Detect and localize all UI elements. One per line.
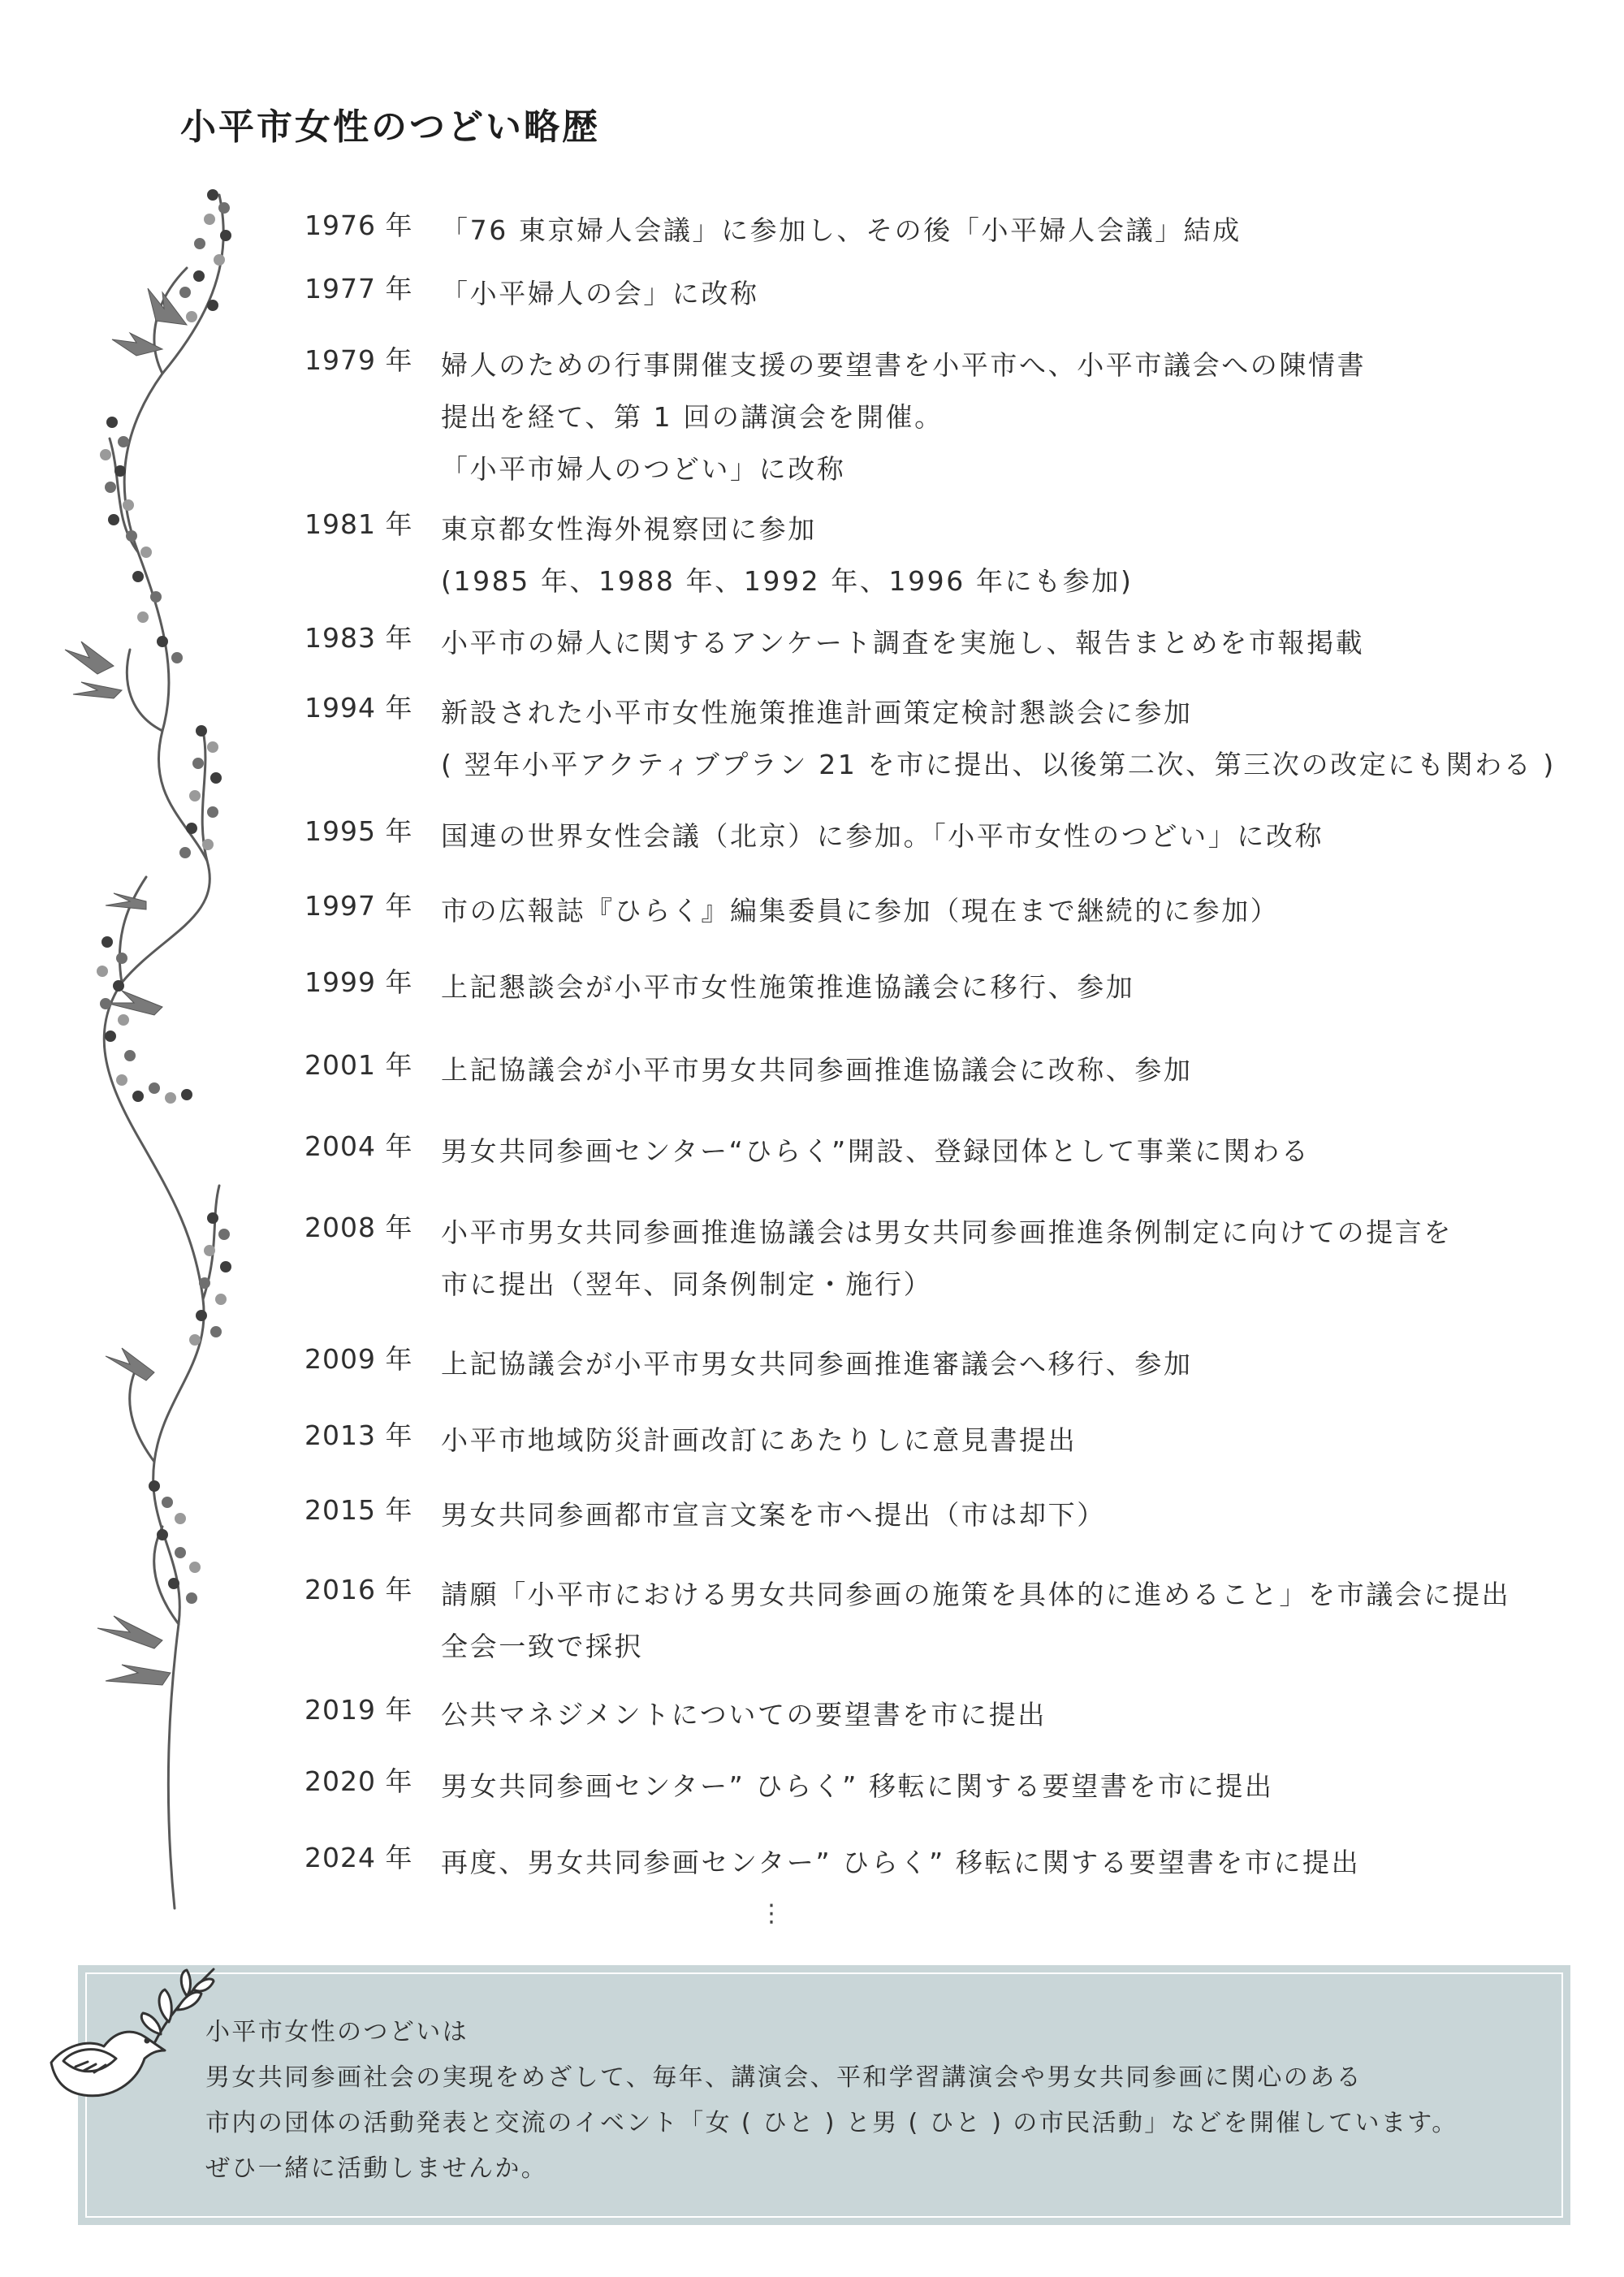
entry-year: 1994 年	[304, 692, 413, 724]
entry-year: 1981 年	[304, 508, 413, 540]
entry-text: 「小平婦人の会」に改称	[441, 278, 759, 309]
entry-text: 小平市地域防災計画改訂にあたりしに意見書提出	[441, 1424, 1078, 1456]
entry-year: 2016 年	[304, 1574, 413, 1605]
info-text-line: 男女共同参画社会の実現をめざして、毎年、講演会、平和学習講演会や男女共同参画に関心のある	[205, 2063, 1363, 2092]
entry-text: 市に提出（翌年、同条例制定・施行）	[441, 1268, 933, 1300]
entry-text: 「小平市婦人のつどい」に改称	[441, 453, 846, 485]
entry-text: 国連の世界女性会議（北京）に参加。「小平市女性のつどい」に改称	[441, 820, 1324, 852]
entry-text: 「76 東京婦人会議」に参加し、その後「小平婦人会議」結成	[441, 214, 1242, 246]
entry-text: 小平市の婦人に関するアンケート調査を実施し、報告まとめを市報掲載	[441, 627, 1365, 659]
entry-year: 1976 年	[304, 210, 413, 241]
entry-text: 男女共同参画センター” ひらく” 移転に関する要望書を市に提出	[441, 1770, 1274, 1802]
entry-text: 提出を経て、第 1 回の講演会を開催。	[441, 401, 944, 433]
page-title: 小平市女性のつどい略歴	[180, 106, 600, 148]
entry-year: 1979 年	[304, 344, 413, 376]
entry-year: 1995 年	[304, 815, 413, 847]
entry-year: 2004 年	[304, 1130, 413, 1162]
entry-text: 男女共同参画都市宣言文案を市へ提出（市は却下）	[441, 1499, 1106, 1531]
entry-year: 1983 年	[304, 622, 413, 654]
entry-year: 2015 年	[304, 1494, 413, 1526]
info-box	[78, 1965, 1570, 2225]
entry-text: 小平市男女共同参画推進協議会は男女共同参画推進条例制定に向けての提言を	[441, 1216, 1453, 1248]
entry-text: 上記協議会が小平市男女共同参画推進協議会に改称、参加	[441, 1054, 1193, 1086]
mimosa-vine-illustration	[0, 0, 260, 1933]
entry-year: 2001 年	[304, 1049, 413, 1081]
entry-year: 2009 年	[304, 1343, 413, 1375]
entry-text: 新設された小平市女性施策推進計画策定検討懇談会に参加	[441, 697, 1193, 728]
info-text-line: 小平市女性のつどいは	[205, 2018, 469, 2046]
entry-year: 1999 年	[304, 966, 413, 998]
entry-text: 再度、男女共同参画センター” ひらく” 移転に関する要望書を市に提出	[441, 1847, 1361, 1878]
entry-text: 男女共同参画センター“ひらく”開設、登録団体として事業に関わる	[441, 1135, 1311, 1167]
entry-text: 東京都女性海外視察団に参加	[441, 513, 817, 545]
entry-year: 2019 年	[304, 1694, 413, 1726]
info-text-line: 市内の団体の活動発表と交流のイベント「女 ( ひと ) と男 ( ひと ) の市民活動」などを開催しています。	[205, 2109, 1458, 2137]
entry-year: 2020 年	[304, 1765, 413, 1797]
entry-text: 全会一致で採択	[441, 1631, 644, 1662]
continuation-ellipsis: ⋮	[759, 1899, 784, 1928]
entry-year: 2024 年	[304, 1842, 413, 1873]
entry-text: 公共マネジメントについての要望書を市に提出	[441, 1699, 1047, 1730]
entry-year: 1977 年	[304, 273, 413, 305]
entry-year: 1997 年	[304, 890, 413, 922]
entry-text: ( 翌年小平アクティブプラン 21 を市に提出、以後第二次、第三次の改定にも関わる )	[441, 749, 1556, 780]
entry-text: 市の広報誌『ひらく』編集委員に参加（現在まで継続的に参加）	[441, 895, 1280, 927]
info-text-line: ぜひ一緒に活動しませんか。	[205, 2154, 548, 2183]
dove-icon	[39, 1949, 226, 2111]
entry-year: 2013 年	[304, 1419, 413, 1451]
entry-text: 婦人のための行事開催支援の要望書を小平市へ、小平市議会への陳情書	[441, 349, 1367, 381]
entry-text: 上記協議会が小平市男女共同参画推進審議会へ移行、参加	[441, 1348, 1193, 1380]
entry-year: 2008 年	[304, 1212, 413, 1243]
entry-text: 上記懇談会が小平市女性施策推進協議会に移行、参加	[441, 971, 1135, 1003]
entry-text: (1985 年、1988 年、1992 年、1996 年にも参加)	[441, 565, 1134, 597]
entry-text: 請願「小平市における男女共同参画の施策を具体的に進めること」を市議会に提出	[441, 1579, 1511, 1610]
